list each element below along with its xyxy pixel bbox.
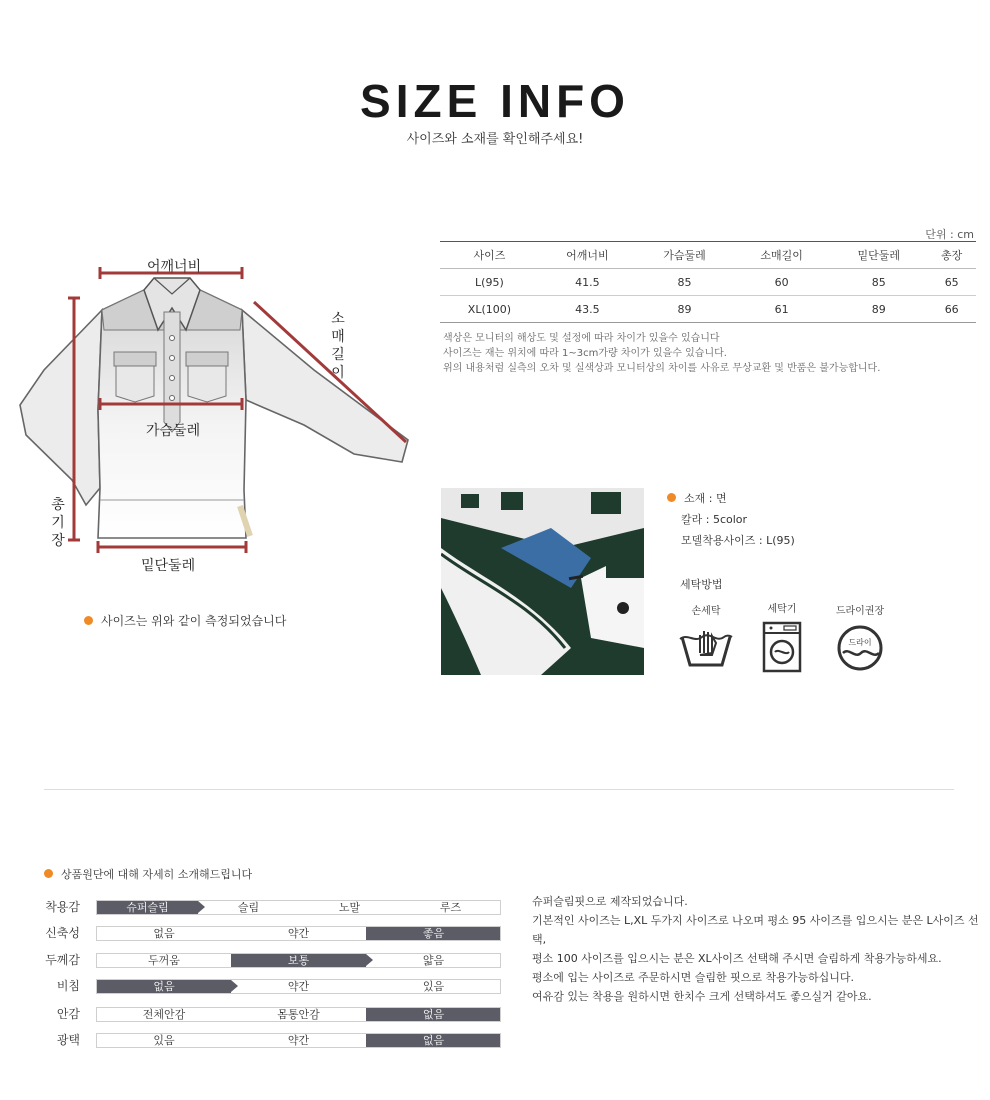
fabric-row-label: 신축성	[45, 926, 80, 940]
bullet-dot-icon	[44, 869, 53, 878]
hand-wash-icon	[678, 623, 734, 669]
table-cell: 43.5	[575, 302, 600, 316]
table-notes	[443, 331, 880, 376]
dry-clean: 드라이권장 드라이	[815, 602, 905, 673]
description-line: 평소 100 사이즈를 입으시는 분은 XL사이즈 선택해 주시면 슬림하게 착용가능하세요.	[532, 952, 942, 965]
fabric-option: 있음	[422, 980, 445, 993]
wash-method-title: 세탁방법	[680, 578, 723, 591]
page-subtitle: 사이즈와 소재를 확인해주세요!	[406, 132, 584, 147]
fabric-row-thickness	[44, 952, 504, 969]
fabric-bar	[96, 1007, 501, 1022]
size-table	[440, 241, 976, 323]
fabric-row-stretch	[44, 925, 504, 942]
fabric-option: 노말	[338, 901, 361, 914]
table-cell: 89	[871, 302, 886, 316]
fabric-option-selected: 보통	[231, 954, 366, 967]
fabric-option: 얇음	[422, 954, 445, 967]
chest-label: 가슴둘레	[146, 423, 201, 439]
table-header: 총장	[941, 249, 963, 262]
bullet-dot-icon	[667, 493, 676, 502]
fabric-row-label: 착용감	[45, 900, 80, 914]
color-row: 칼라 : 5color	[681, 513, 748, 526]
table-note: 색상은 모니터의 해상도 및 설정에 따라 차이가 있을수 있습니다	[443, 333, 720, 344]
table-note: 사이즈는 재는 위치에 따라 1~3cm가량 차이가 있을수 있습니다.	[443, 348, 727, 359]
table-cell: 85	[871, 275, 886, 289]
fabric-bar	[96, 1033, 501, 1048]
fabric-option: 없음	[153, 927, 175, 940]
table-row	[440, 269, 976, 296]
shoulder-width-label: 어깨너비	[147, 259, 202, 275]
fabric-row-gloss	[44, 1032, 504, 1049]
table-cell: 89	[677, 302, 692, 316]
fabric-heading: 상품원단에 대해 자세히 소개해드립니다	[44, 866, 252, 882]
material-info	[667, 490, 795, 553]
fabric-option: 전체안감	[142, 1008, 186, 1021]
fabric-option-selected: 없음	[366, 1034, 501, 1047]
fabric-row: 소재 : 면	[667, 490, 795, 511]
fabric-option-selected: 없음	[97, 980, 231, 993]
unit-label: 단위 : cm	[925, 228, 974, 241]
fabric-option-selected: 슈퍼슬림	[97, 901, 198, 914]
section-divider	[44, 789, 954, 790]
fabric-option-selected: 없음	[366, 1008, 501, 1021]
model-size-row: 모델착용사이즈 : L(95)	[681, 534, 795, 547]
description-line: 평소에 입는 사이즈로 주문하시면 슬림한 핏으로 착용가능하십니다.	[532, 971, 855, 984]
table-note: 위의 내용처럼 실측의 오차 및 실색상과 모니터상의 차이를 사유로 무상교환 및 반품은 불가능합니다.	[443, 363, 881, 374]
fabric-bar	[96, 979, 501, 994]
dry-clean-icon	[835, 623, 885, 673]
description-line: 여유감 있는 착용을 원하시면 한치수 크게 선택하셔도 좋으실거 같아요.	[532, 990, 872, 1003]
measure-note: 사이즈는 위와 같이 측정되었습니다	[84, 612, 286, 629]
fabric-bar	[96, 900, 501, 915]
fabric-bar	[96, 926, 501, 941]
table-row	[440, 296, 976, 323]
table-cell: L(95)	[475, 275, 504, 289]
washing-machine-icon	[762, 621, 802, 673]
table-cell: 85	[677, 275, 692, 289]
table-header: 밑단둘레	[857, 249, 901, 262]
description-line: 기본적인 사이즈는 L,XL 두가지 사이즈로 나오며 평소 95 사이즈를 입으시는 분은 L사이즈 선택,	[532, 914, 979, 946]
fabric-option: 슬림	[237, 901, 260, 914]
fabric-option: 약간	[287, 1034, 310, 1047]
fabric-option: 두꺼움	[148, 954, 180, 967]
description-line: 슈퍼슬림핏으로 제작되었습니다.	[532, 895, 688, 908]
fabric-option: 있음	[153, 1034, 175, 1047]
product-photo	[441, 488, 644, 675]
fabric-row-lining	[44, 1006, 504, 1023]
table-header: 가슴둘레	[663, 249, 706, 262]
fabric-row-label: 안감	[56, 1007, 80, 1021]
fabric-row-label: 광택	[56, 1033, 80, 1047]
table-cell: 66	[944, 302, 959, 316]
fabric-row-fit	[44, 899, 504, 916]
table-cell: XL(100)	[467, 302, 512, 316]
fabric-row-label: 두께감	[45, 953, 80, 967]
fabric-description	[532, 892, 990, 1006]
table-header: 소매길이	[760, 249, 803, 262]
bullet-dot-icon	[84, 616, 93, 625]
fabric-option: 약간	[287, 980, 310, 993]
fabric-row-label: 비침	[56, 979, 80, 993]
fabric-row-sheer	[44, 978, 504, 995]
shirt-diagram	[14, 250, 414, 590]
fabric-option: 약간	[287, 927, 310, 940]
table-header: 사이즈	[473, 249, 506, 262]
hem-label: 밑단둘레	[141, 558, 196, 574]
fabric-option: 루즈	[439, 901, 462, 914]
fabric-option-selected: 좋음	[366, 927, 501, 940]
table-header-row	[440, 242, 976, 269]
washing-machine: 세탁기	[737, 600, 827, 673]
collar-detail-image	[441, 488, 644, 675]
total-length-label: 총 기 장	[51, 497, 65, 549]
table-cell: 65	[944, 275, 959, 289]
fabric-option: 몸통안감	[277, 1008, 320, 1021]
fabric-bar	[96, 953, 501, 968]
sleeve-length-label: 소 매 길 이	[331, 311, 345, 381]
table-header: 어깨너비	[566, 249, 609, 262]
hand-wash: 손세탁	[661, 602, 751, 669]
table-cell: 61	[774, 302, 789, 316]
svg-text:드라이: 드라이	[848, 638, 872, 647]
table-cell: 60	[774, 275, 789, 289]
page-title: SIZE INFO	[360, 75, 630, 127]
table-cell: 41.5	[575, 275, 600, 289]
